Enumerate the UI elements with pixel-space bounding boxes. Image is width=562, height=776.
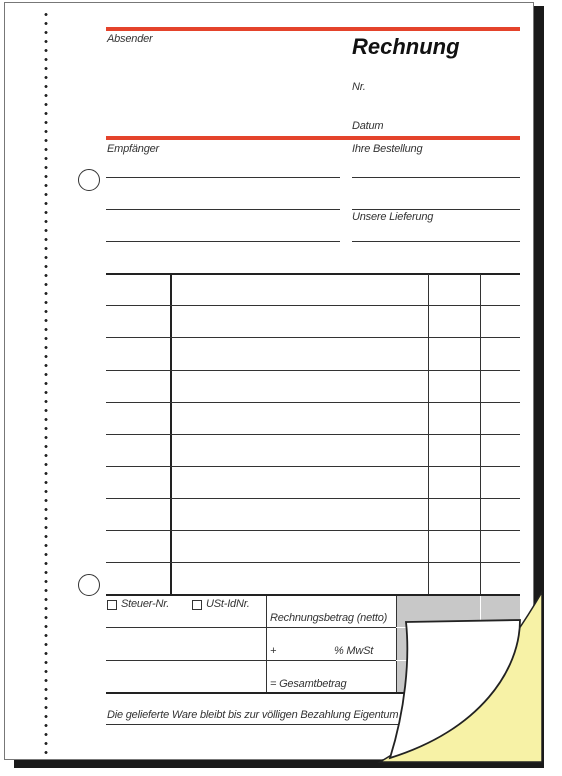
our-delivery-line: [352, 241, 520, 242]
table-row: [106, 498, 520, 499]
totals-row-line-1: [106, 627, 396, 628]
vat-id-label: USt-IdNr.: [206, 598, 250, 610]
table-row: [106, 466, 520, 467]
our-delivery-label: Unsere Lieferung: [352, 211, 434, 223]
punch-hole-top: [78, 169, 100, 191]
header-red-rule: [106, 27, 520, 31]
vat-id-checkbox[interactable]: [192, 600, 202, 610]
tax-number-checkbox[interactable]: [107, 600, 117, 610]
vat-percent-label: % MwSt: [334, 645, 374, 657]
table-row: [106, 370, 520, 371]
invoice-title: Rechnung: [352, 34, 460, 59]
table-row: [106, 337, 520, 338]
number-label: Nr.: [352, 81, 366, 93]
recipient-line-1: [106, 177, 340, 178]
sender-label: Absender: [107, 33, 153, 45]
table-top-rule: [106, 273, 520, 275]
retention-of-title-text: Die gelieferte Ware bleibt bis zur völligen Bezahlung Eigentum: [107, 709, 399, 721]
tax-number-label: Steuer-Nr.: [121, 598, 170, 610]
table-row: [106, 530, 520, 531]
your-order-line: [352, 177, 520, 178]
recipient-line-3: [106, 241, 340, 242]
net-amount-label: Rechnungsbetrag (netto): [270, 612, 388, 624]
address-red-rule: [106, 136, 520, 140]
page-curl-corner: [370, 590, 542, 770]
recipient-label: Empfänger: [107, 143, 160, 155]
table-row: [106, 562, 520, 563]
perforation-line: [44, 10, 48, 755]
totals-left-divider: [266, 596, 267, 692]
plus-label: +: [270, 645, 277, 657]
punch-hole-bottom: [78, 574, 100, 596]
your-order-label: Ihre Bestellung: [352, 143, 423, 155]
totals-row-line-2: [106, 660, 396, 661]
recipient-line-2: [106, 209, 340, 210]
table-row: [106, 305, 520, 306]
table-row: [106, 402, 520, 403]
table-row: [106, 434, 520, 435]
order-divider-line: [352, 209, 520, 210]
total-label: = Gesamtbetrag: [270, 678, 347, 690]
date-label: Datum: [352, 120, 384, 132]
